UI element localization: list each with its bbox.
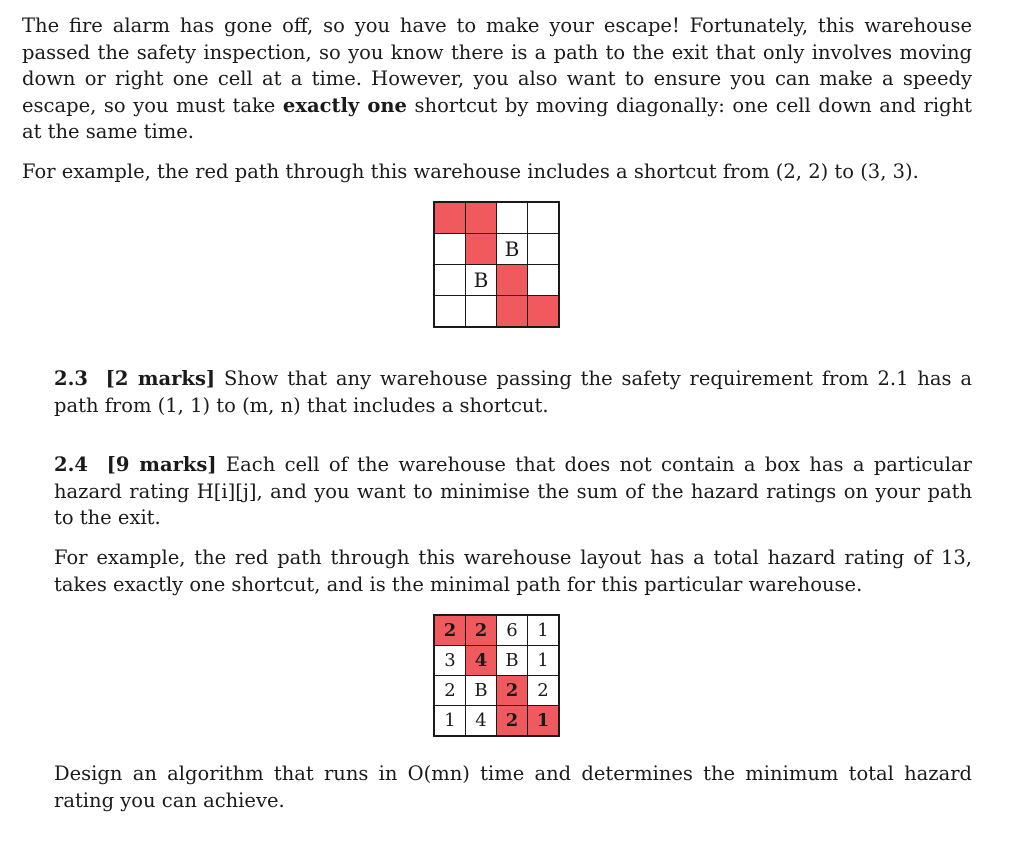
grid-cell	[434, 265, 466, 296]
grid-cell	[497, 265, 528, 296]
grid-cell: 1	[434, 706, 466, 737]
grid-row	[434, 202, 559, 234]
grid-cell: 4	[466, 706, 497, 737]
warehouse-grid-example1	[433, 201, 560, 328]
grid-cell	[434, 234, 466, 265]
q23-number: 2.3	[54, 367, 88, 390]
grid-cell	[466, 234, 497, 265]
grid-cell	[528, 202, 560, 234]
grid-cell: B	[466, 676, 497, 706]
grid-cell: 2	[497, 706, 528, 737]
q23-paragraph	[54, 366, 972, 419]
grid-row	[434, 296, 559, 328]
q23-marks: [2 marks]	[105, 367, 216, 390]
grid-cell	[528, 234, 560, 265]
grid-cell: 2	[528, 676, 560, 706]
grid-row	[434, 676, 559, 706]
intro-bold-text: exactly one	[282, 93, 407, 117]
grid-cell: 3	[434, 646, 466, 676]
grid-cell	[497, 296, 528, 328]
grid-row	[434, 265, 559, 296]
grid-row	[434, 615, 559, 646]
grid-cell: 1	[528, 706, 560, 737]
grid-cell: B	[497, 234, 528, 265]
grid-cell	[466, 296, 497, 328]
grid-cell: 1	[528, 615, 560, 646]
grid-cell: B	[497, 646, 528, 676]
warehouse-grid-hazard	[433, 614, 560, 737]
grid-cell	[434, 202, 466, 234]
grid-cell: 1	[528, 646, 560, 676]
grid-cell	[497, 202, 528, 234]
intro-text-2: shortcut by moving diagonally: one cell down and right at the same time.	[22, 93, 972, 143]
grid-cell	[528, 296, 560, 328]
q24-marks: [9 marks]	[106, 453, 217, 476]
q24-example-text: For example, the red path through this warehouse layout has a total hazard rating of 13, takes exactly one shortcut, and is the minimal path for this particular warehouse.	[54, 546, 972, 596]
grid-cell: 2	[434, 615, 466, 646]
grid-cell: 2	[466, 615, 497, 646]
q24-text: Each cell of the warehouse that does not contain a box has a particular hazard rating H[i][j], and you want to minimise the sum of the hazard ratings on your path to the exit.	[54, 453, 972, 529]
q24-number: 2.4	[54, 453, 88, 476]
q24-task-text: Design an algorithm that runs in O(mn) time and determines the minimum total hazard rating you can achieve.	[54, 762, 972, 812]
q23-text: Show that any warehouse passing the safety requirement from 2.1 has a path from (1, 1) to (m, n) that includes a shortcut.	[54, 367, 972, 417]
grid-cell: 6	[497, 615, 528, 646]
grid-cell	[434, 296, 466, 328]
intro-text-1: The fire alarm has gone off, so you have to make your escape! Fortunately, this warehouse passed the safety inspection, so you know there is a path to the exit that only involves moving down or right one cell at a time. However, you also want to ensure you can make a speedy escape, so you must take	[22, 14, 972, 117]
grid-row	[434, 646, 559, 676]
intro-paragraph	[22, 13, 972, 146]
q24-paragraph	[54, 452, 972, 532]
grid-cell: 4	[466, 646, 497, 676]
grid-row	[434, 234, 559, 265]
grid-cell: 2	[497, 676, 528, 706]
grid-cell: 2	[434, 676, 466, 706]
grid-cell	[466, 202, 497, 234]
grid-cell: B	[466, 265, 497, 296]
grid-row	[434, 706, 559, 737]
example1-text: For example, the red path through this warehouse includes a shortcut from (2, 2) to (3, 3).	[22, 160, 919, 183]
grid-cell	[528, 265, 560, 296]
